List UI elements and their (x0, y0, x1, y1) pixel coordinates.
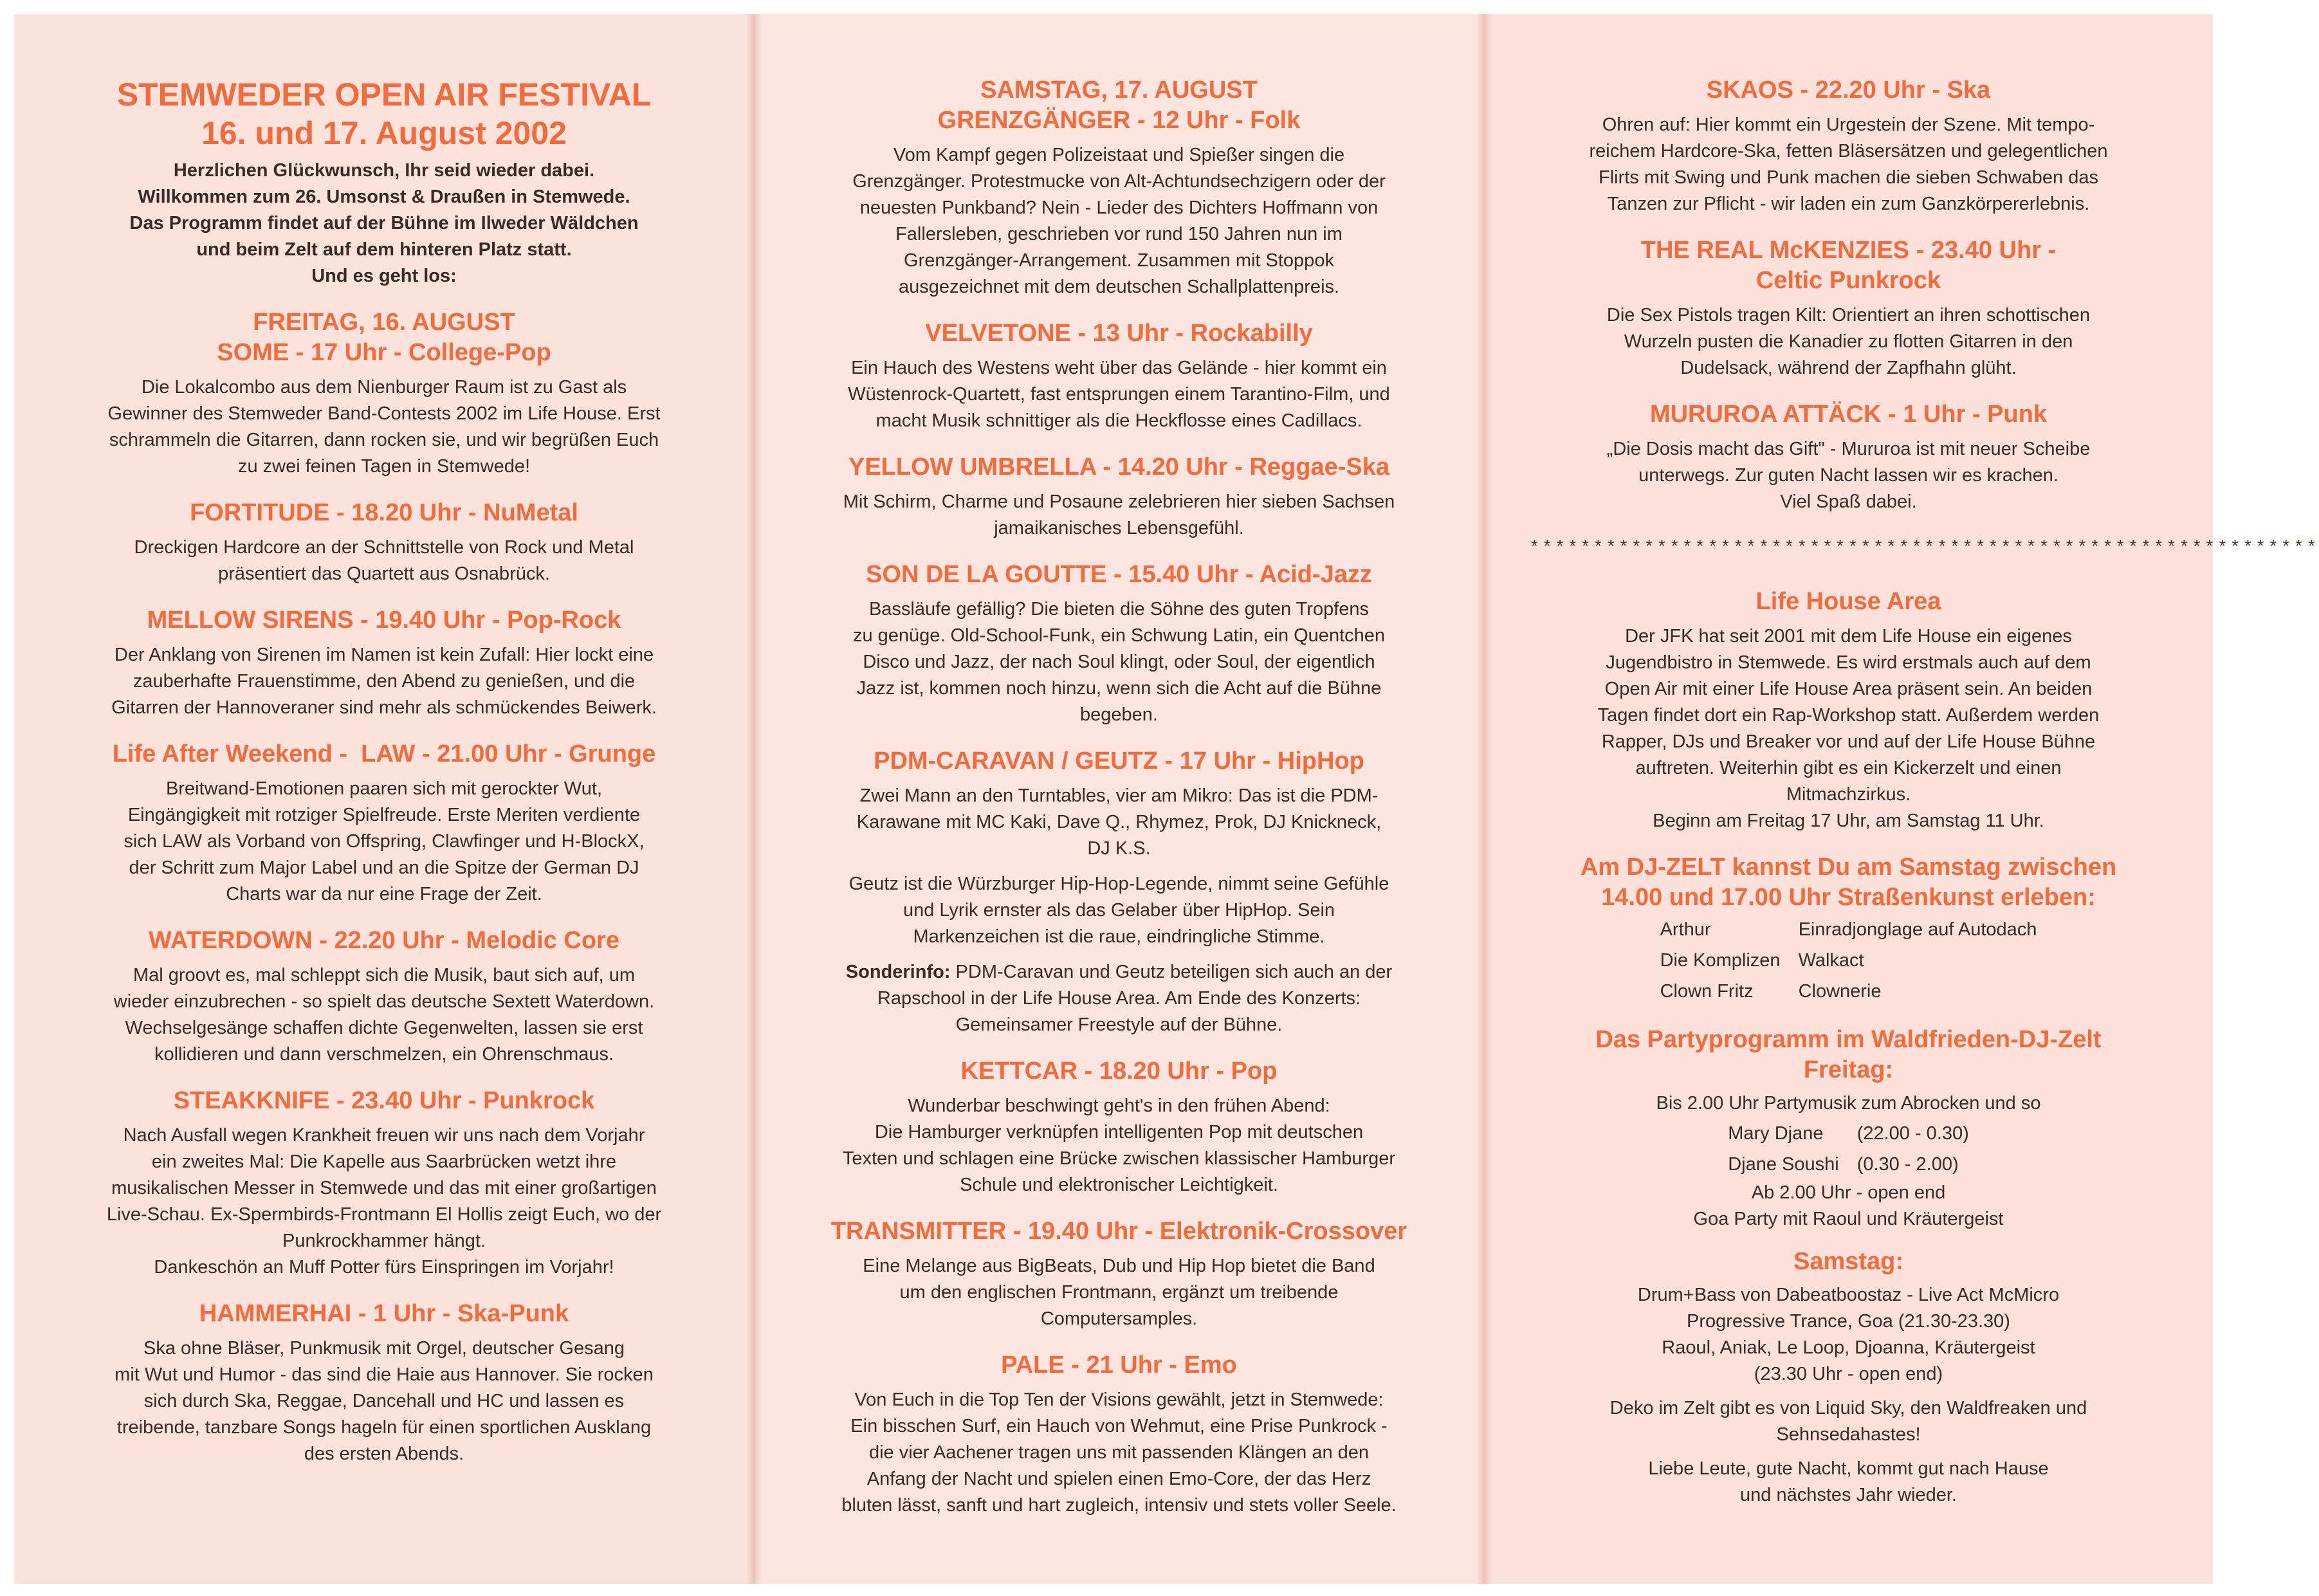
act-text: ausgezeichnet mit dem deutschen Schallplattenpreis. (898, 277, 1340, 297)
section-heading: Samstag: (1793, 1248, 1904, 1275)
act-text: Wurzeln pusten die Kanadier zu flotten Gitarren in den (1624, 331, 2073, 352)
intro-line: Willkommen zum 26. Umsonst & Draußen in Stemwede. (138, 187, 630, 207)
act-heading: PDM-CARAVAN / GEUTZ - 17 Uhr - HipHop (874, 748, 1364, 775)
act-fortitude (59, 498, 709, 587)
act-text: der Schritt zum Major Label und an die Spitze der German DJ (129, 858, 639, 878)
act-the-real-mckenzies (1529, 235, 2168, 381)
party-friday-table (1719, 1118, 1978, 1180)
act-text: Grenzgänger. Protestmucke von Alt-Achtundsechzigern oder der (852, 171, 1386, 192)
act-text: Flirts mit Swing und Punk machen die sieben Schwaben das (1599, 167, 2098, 188)
act-text: Texten und schlagen eine Brücke zwischen klassischer Hamburger (842, 1148, 1396, 1169)
act-text: Gitarren der Hannoveraner sind mehr als schmückendes Beiwerk. (111, 697, 657, 718)
act-text: Markenzeichen ist die raue, eindringliche Stimme. (913, 926, 1325, 947)
act-description: Walkact (1798, 950, 1864, 971)
act-text: wieder einzubrechen - so spielt das deutsche Sextett Waterdown. (113, 991, 655, 1012)
act-heading: MELLOW SIRENS - 19.40 Uhr - Pop-Rock (147, 607, 621, 634)
act-kettcar (799, 1056, 1439, 1198)
act-text: Tanzen zur Pflicht - wir laden ein zum Ganzkörpererlebnis. (1607, 194, 2090, 214)
act-son-de-la-goutte (799, 560, 1439, 728)
section-text: Der JFK hat seit 2001 mit dem Life House ein eigenes (1625, 626, 2072, 647)
act-text: Punkrockhammer hängt. (282, 1231, 486, 1251)
intro-line: Herzlichen Glückwunsch, Ihr seid wieder dabei. (173, 160, 595, 181)
section-heading: Life House Area (1755, 588, 1941, 615)
act-text: Bassläufe gefällig? Die bieten die Söhne des guten Tropfens (868, 599, 1370, 619)
act-text: Disco und Jazz, der nach Soul klingt, oder Soul, der eigentlich (863, 652, 1375, 672)
act-text: „Die Dosis macht das Gift" - Mururoa ist mit neuer Scheibe (1606, 439, 2091, 459)
act-heading: SON DE LA GOUTTE - 15.40 Uhr - Acid-Jazz (866, 561, 1372, 588)
act-text: Die Sex Pistols tragen Kilt: Orientiert an ihren schottischen (1606, 305, 2091, 326)
act-text: Geutz ist die Würzburger Hip-Hop-Legende, nimmt seine Gefühle (848, 874, 1389, 894)
act-heading: VELVETONE - 13 Uhr - Rockabilly (925, 320, 1313, 347)
act-text: und Lyrik ernster als das Gelaber über HipHop. Sein (903, 900, 1335, 921)
dj-time: (22.00 - 0.30) (1856, 1123, 1969, 1144)
intro (59, 158, 709, 289)
act-text: Gemeinsamer Freestyle auf der Bühne. (955, 1014, 1283, 1035)
panel-right (1484, 14, 2319, 1584)
section-text: Goa Party mit Raoul und Kräutergeist (1693, 1209, 2004, 1229)
section-text: (23.30 Uhr - open end) (1754, 1364, 1943, 1384)
act-description: Einradjonglage auf Autodach (1798, 919, 2037, 940)
act-text: neuesten Punkband? Nein - Lieder des Dichters Hoffmann von (859, 197, 1379, 218)
sonderinfo-line (799, 959, 1439, 986)
act-text: Rapschool in der Life House Area. Am Ende des Konzerts: (877, 988, 1361, 1009)
act-heading: GRENZGÄNGER - 12 Uhr - Folk (937, 107, 1301, 134)
act-text: musikalischen Messer in Stemwede und das mit einer großartigen (111, 1178, 657, 1198)
act-yellow-umbrella (799, 452, 1439, 542)
dj-zelt-strassenkunst (1529, 852, 2168, 1007)
section-text: Raoul, Aniak, Le Loop, Djoanna, Kräutergeist (1662, 1337, 2035, 1358)
act-text: treibende, tanzbare Songs hageln für einen sportlichen Ausklang (116, 1417, 652, 1438)
performer: Arthur (1660, 919, 1711, 940)
act-text: Wunderbar beschwingt geht's in den frühen Abend: (908, 1096, 1330, 1116)
panel-middle (754, 14, 1484, 1584)
act-heading: HAMMERHAI - 1 Uhr - Ska-Punk (199, 1300, 569, 1327)
act-heading: Celtic Punkrock (1755, 267, 1941, 294)
act-text: Jazz ist, kommen noch hinzu, wenn sich die Acht auf die Bühne (856, 678, 1382, 699)
act-mellow-sirens (59, 605, 709, 721)
act-text: reichem Hardcore-Ska, fetten Bläsersätzen und gelegentlichen (1589, 141, 2108, 161)
act-text: Ska ohne Bläser, Punkmusik mit Orgel, deutscher Gesang (143, 1338, 625, 1359)
act-text: Karawane mit MC Kaki, Dave Q., Rhymez, Prok, DJ Knickneck, (856, 812, 1382, 832)
sonderinfo-label: Sonderinfo: (845, 962, 951, 982)
act-text: Dudelsack, während der Zapfhahn glüht. (1680, 358, 2017, 378)
act-text: kollidieren und dann verschmelzen, ein Ohrenschmaus. (154, 1044, 614, 1065)
section-heading: Am DJ-ZELT kannst Du am Samstag zwischen (1580, 854, 2117, 881)
section-text: Sehnsedahastes! (1776, 1424, 1921, 1445)
act-text: zauberhafte Frauenstimme, den Abend zu genießen, und die (133, 671, 636, 692)
act-heading: STEAKKNIFE - 23.40 Uhr - Punkrock (173, 1087, 595, 1114)
dj-name: Djane Soushi (1728, 1154, 1839, 1175)
table-row (1651, 914, 2046, 945)
panel-left (14, 14, 754, 1584)
act-heading: KETTCAR - 18.20 Uhr - Pop (960, 1058, 1278, 1085)
act-text: zu zwei feinen Tagen in Stemwede! (237, 456, 531, 477)
act-pdm-caravan-geutz (799, 746, 1439, 1038)
act-text: Anfang der Nacht und spielen einen Emo-Core, der das Herz (866, 1469, 1371, 1489)
table-row (1651, 945, 2046, 976)
performer: Clown Fritz (1660, 981, 1754, 1002)
act-text: macht Musik schnittiger als die Heckflosse eines Cadillacs. (875, 410, 1362, 431)
section-heading: Das Partyprogramm im Waldfrieden-DJ-Zelt (1595, 1026, 2102, 1053)
performer: Die Komplizen (1660, 950, 1781, 971)
section-text: Mitmachzirkus. (1786, 784, 1911, 805)
act-text: Von Euch in die Top Ten der Visions gewählt, jetzt in Stemwede: (854, 1390, 1384, 1410)
act-heading: THE REAL McKENZIES - 23.40 Uhr - (1640, 237, 2057, 264)
day-heading-friday: FREITAG, 16. AUGUST (253, 309, 515, 336)
section-text: Beginn am Freitag 17 Uhr, am Samstag 11 Uhr. (1653, 811, 2044, 831)
section-text: und nächstes Jahr wieder. (1740, 1485, 1957, 1505)
act-text: Charts war da nur eine Frage der Zeit. (226, 884, 542, 904)
act-text: DJ K.S. (1087, 838, 1151, 859)
act-text: präsentiert das Quartett aus Osnabrück. (218, 564, 550, 584)
act-text: unterwegs. Zur guten Nacht lassen wir es krachen. (1638, 465, 2058, 486)
act-text: zu genüge. Old-School-Funk, ein Schwung Latin, ein Quentchen (852, 625, 1386, 646)
table-row (1719, 1149, 1978, 1180)
act-heading: MURUROA ATTÄCK - 1 Uhr - Punk (1649, 401, 2048, 428)
act-text: sich LAW als Vorband von Offspring, Clawfinger und H-BlockX, (124, 831, 645, 852)
act-text: Live-Schau. Ex-Spermbirds-Frontmann El Hollis zeigt Euch, wo der (106, 1204, 662, 1225)
act-text: Nach Ausfall wegen Krankheit freuen wir uns nach dem Vorjahr (123, 1125, 645, 1146)
act-text: sich durch Ska, Reggae, Dancehall und HC und lassen es (143, 1391, 625, 1411)
act-heading: WATERDOWN - 22.20 Uhr - Melodic Core (149, 927, 619, 954)
sonderinfo-text: PDM-Caravan und Geutz beteiligen sich auch an der (950, 962, 1393, 982)
section-text: Tagen findet dort ein Rap-Workshop statt. Außerdem werden (1597, 705, 2100, 726)
section-text: Rapper, DJs und Breaker vor und auf der Life House Bühne (1601, 731, 2096, 752)
section-text: Drum+Bass von Dabeatboostaz - Live Act McMicro (1637, 1285, 2060, 1305)
act-heading: SKAOS - 22.20 Uhr - Ska (1706, 77, 1991, 104)
act-heading: FORTITUDE - 18.20 Uhr - NuMetal (190, 499, 578, 526)
act-some (59, 338, 709, 480)
act-text: Die Lokalcombo aus dem Nienburger Raum ist zu Gast als (141, 377, 627, 398)
act-text: Viel Spaß dabei. (1780, 491, 1917, 512)
act-text: Ein bisschen Surf, ein Hauch von Wehmut, eine Prise Punkrock - (850, 1416, 1388, 1436)
section-heading: 14.00 und 17.00 Uhr Straßenkunst erleben: (1601, 884, 2096, 911)
act-skaos (1529, 75, 2168, 217)
act-text: Mit Schirm, Charme und Posaune zelebrieren hier sieben Sachsen (843, 491, 1395, 512)
act-text: des ersten Abends. (304, 1444, 464, 1464)
act-text: Schule und elektronischer Leichtigkeit. (960, 1175, 1278, 1195)
act-text: Eingängigkeit mit rotziger Spielfreude. Erste Meriten verdiente (127, 805, 641, 825)
act-text: Fallersleben, geschrieben vor rund 150 Jahren nun im (895, 224, 1343, 244)
dj-name: Mary Djane (1728, 1123, 1824, 1144)
section-text: Jugendbistro in Stemwede. Es wird erstmals auch auf dem (1606, 652, 2091, 673)
section-heading: Freitag: (1803, 1056, 1894, 1083)
act-steakknife (59, 1086, 709, 1281)
act-text: um den englischen Frontmann, ergänzt um treibende (899, 1282, 1339, 1303)
act-heading: TRANSMITTER - 19.40 Uhr - Elektronik-Crossover (830, 1218, 1407, 1245)
section-text: Bis 2.00 Uhr Partymusik zum Abrocken und so (1656, 1093, 2041, 1114)
partyprogramm (1529, 1025, 2168, 1509)
act-text: Computersamples. (1040, 1308, 1198, 1329)
strassenkunst-table (1651, 914, 2046, 1007)
act-velvetone (799, 318, 1439, 434)
act-hammerhai (59, 1299, 709, 1467)
act-text: begeben. (1080, 704, 1158, 725)
section-text: Ab 2.00 Uhr - open end (1751, 1182, 1946, 1203)
act-text: Wüstenrock-Quartett, fast entsprungen einem Tarantino-Film, und (848, 384, 1390, 405)
section-text: Progressive Trance, Goa (21.30-23.30) (1687, 1311, 2010, 1332)
act-text: Dreckigen Hardcore an der Schnittstelle von Rock und Metal (134, 537, 634, 558)
act-text: Ein Hauch des Westens weht über das Gelände - hier kommt ein (851, 358, 1387, 378)
act-transmitter (799, 1216, 1439, 1332)
act-text: Zwei Mann an den Turntables, vier am Mikro: Das ist die PDM- (859, 785, 1379, 806)
table-row (1719, 1118, 1978, 1149)
intro-line: und beim Zelt auf dem hinteren Platz statt. (196, 239, 572, 260)
act-text: Grenzgänger-Arrangement. Zusammen mit Stoppok (904, 250, 1334, 271)
act-description: Clownerie (1798, 981, 1882, 1002)
dj-time: (0.30 - 2.00) (1856, 1154, 1959, 1175)
act-text: die vier Aachener tragen uns mit passenden Klängen an den (868, 1442, 1370, 1463)
act-text: Gewinner des Stemweder Band-Contests 2002 im Life House. Erst (107, 403, 661, 424)
festival-dates: 16. und 17. August 2002 (201, 115, 567, 151)
act-text: Breitwand-Emotionen paaren sich mit gerockter Wut, (165, 778, 603, 799)
act-text: bluten lässt, sanft und hart zugleich, intensiv und stets voller Seele. (841, 1495, 1397, 1516)
act-text: Die Hamburger verknüpfen intelligenten Pop mit deutschen (874, 1122, 1364, 1142)
intro-line: Das Programm findet auf der Bühne im Ilweder Wäldchen (129, 213, 639, 234)
festival-title: STEMWEDER OPEN AIR FESTIVAL (116, 77, 652, 113)
act-text: Mal groovt es, mal schleppt sich die Musik, baut sich auf, um (133, 965, 636, 986)
act-text: Vom Kampf gegen Polizeistaat und Spießer singen die (893, 145, 1345, 165)
flyer-sheet (14, 14, 2319, 1584)
table-row (1651, 976, 2046, 1007)
act-text: schrammeln die Gitarren, dann rocken sie, und wir begrüßen Euch (109, 430, 659, 450)
act-text: Eine Melange aus BigBeats, Dub und Hip Hop bietet die Band (863, 1256, 1375, 1276)
act-pale (799, 1350, 1439, 1519)
life-house-area (1529, 587, 2168, 834)
act-text: Der Anklang von Sirenen im Namen ist kein Zufall: Hier lockt eine (114, 645, 654, 665)
act-text: mit Wut und Humor - das sind die Haie aus Hannover. Sie rocken (115, 1364, 654, 1385)
act-heading: YELLOW UMBRELLA - 14.20 Uhr - Reggae-Ska (848, 454, 1390, 481)
act-text: Dankeschön an Muff Potter fürs Einspringen im Vorjahr! (154, 1257, 614, 1278)
act-heading: PALE - 21 Uhr - Emo (1001, 1352, 1237, 1379)
star-divider: ************************************************************** (1529, 538, 2319, 558)
act-law (59, 739, 709, 908)
act-text: Ohren auf: Hier kommt ein Urgestein der Szene. Mit tempo- (1602, 115, 2095, 135)
section-text: Deko im Zelt gibt es von Liquid Sky, den Waldfreaken und (1609, 1398, 2087, 1418)
act-text: jamaikanisches Lebensgefühl. (994, 518, 1244, 538)
section-text: auftreten. Weiterhin gibt es ein Kickerzelt und einen (1635, 758, 2062, 778)
act-waterdown (59, 926, 709, 1068)
section-text: Liebe Leute, gute Nacht, kommt gut nach Hause (1648, 1458, 2049, 1479)
day-heading-saturday: SAMSTAG, 17. AUGUST (980, 77, 1258, 104)
act-text: ein zweites Mal: Die Kapelle aus Saarbrücken wetzt ihre (151, 1151, 617, 1172)
act-heading: SOME - 17 Uhr - College-Pop (217, 339, 551, 366)
act-grenzgaenger (799, 105, 1439, 300)
act-text: Wechselgesänge schaffen dichte Gegenwelten, lassen sie erst (125, 1018, 643, 1038)
intro-line: Und es geht los: (311, 266, 457, 286)
fold-line (746, 14, 762, 1584)
fold-line (1476, 14, 1492, 1584)
act-heading: Life After Weekend - LAW - 21.00 Uhr - Grunge (112, 740, 656, 767)
section-text: Open Air mit einer Life House Area präsent sein. An beiden (1604, 679, 2093, 699)
act-mururoa-attaeck (1529, 399, 2168, 515)
